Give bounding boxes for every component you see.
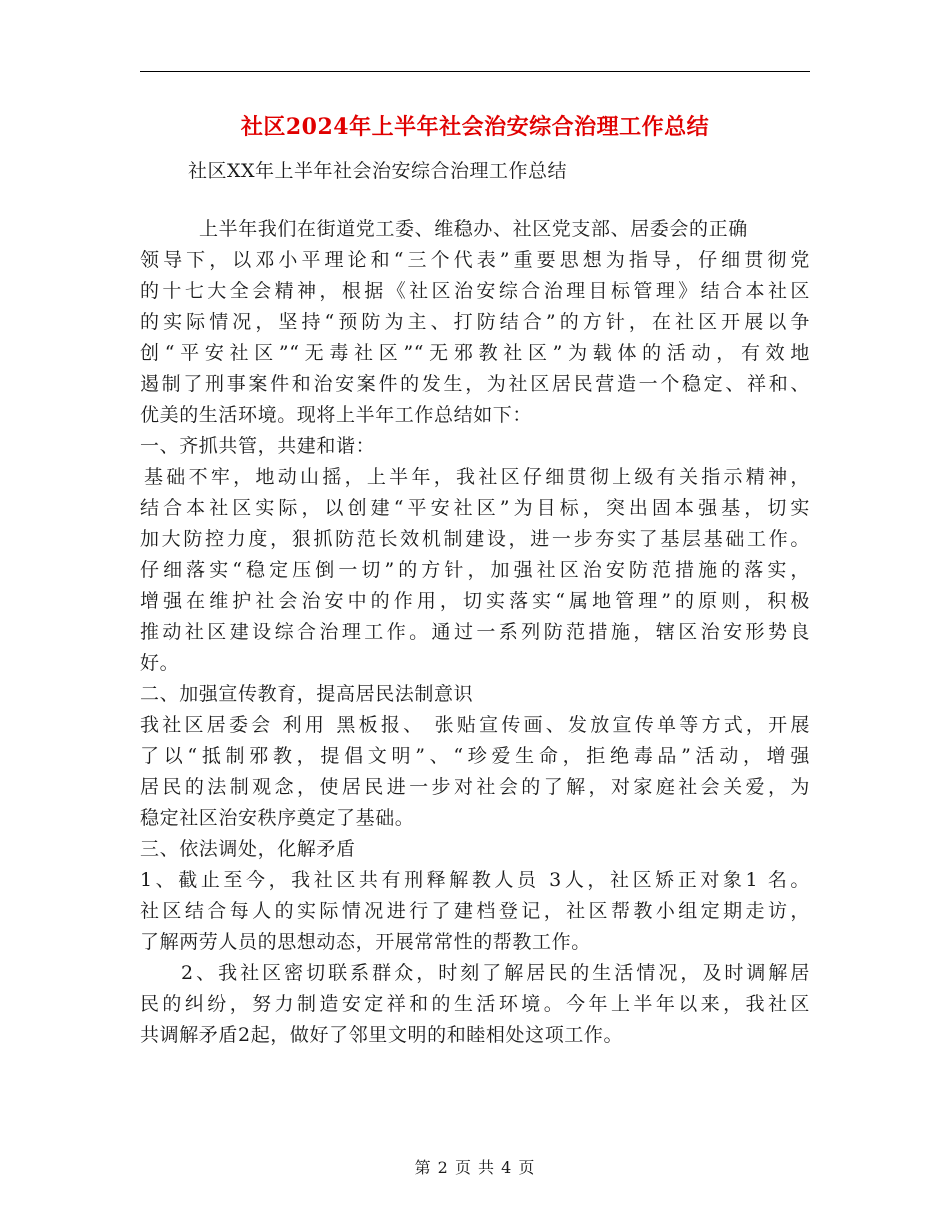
section-heading: 二、加强宣传教育，提高居民法制意识 (140, 683, 474, 705)
document-subtitle: 社区XX年上半年社会治安综合治理工作总结 (188, 160, 568, 182)
body-line: 居民的法制观念，使居民进一步对社会的了解，对家庭社会关爱，为 (140, 776, 810, 798)
section-heading: 三、依法调处，化解矛盾 (140, 838, 356, 860)
body-line: 优美的生活环境。现将上半年工作总结如下： (140, 404, 533, 426)
body-line: 我社区居委会 利用 黑板报、 张贴宣传画、发放宣传单等方式，开展 (140, 714, 810, 736)
page-number-footer: 第 2 页 共 4 页 (414, 1158, 536, 1177)
body-line: 推动社区建设综合治理工作。通过一系列防范措施，辖区治安形势良 (140, 621, 810, 643)
body-line: 的实际情况，坚持“预防为主、打防结合”的方针，在社区开展以争 (140, 311, 810, 333)
body-line: 领导下，以邓小平理论和“三个代表”重要思想为指导，仔细贯彻党 (140, 249, 810, 271)
body-line: 的十七大全会精神，根据《社区治安综合治理目标管理》结合本社区 (140, 280, 810, 302)
body-line: 社区结合每人的实际情况进行了建档登记，社区帮教小组定期走访， (140, 900, 810, 922)
body-line: 1、截止至今，我社区共有刑释解教人员 3人，社区矫正对象1 名。 (140, 869, 810, 891)
body-line: 2、我社区密切联系群众，时刻了解居民的生活情况，及时调解居 (181, 962, 810, 984)
body-line: 稳定社区治安秩序奠定了基础。 (140, 807, 415, 829)
body-line: 共调解矛盾2起，做好了邻里文明的和睦相处这项工作。 (140, 1024, 624, 1046)
body-line: 遏制了刑事案件和治安案件的发生，为社区居民营造一个稳定、祥和、 (140, 373, 810, 395)
body-line: 创“平安社区”“无毒社区”“无邪教社区”为载体的活动，有效地 (140, 342, 810, 364)
body-line: 仔细落实“稳定压倒一切”的方针，加强社区治安防范措施的落实， (140, 559, 810, 581)
document-body (140, 214, 810, 1051)
body-line: 民的纠纷，努力制造安定祥和的生活环境。今年上半年以来，我社区 (140, 993, 810, 1015)
body-line: 了解两劳人员的思想动态，开展常常性的帮教工作。 (140, 931, 591, 953)
body-line: 好。 (140, 652, 180, 674)
document-title: 社区2024年上半年社会治安综合治理工作总结 (240, 114, 710, 140)
body-line: 增强在维护社会治安中的作用，切实落实“属地管理”的原则，积极 (140, 590, 810, 612)
body-line: 上半年我们在街道党工委、维稳办、社区党支部、居委会的正确 (199, 218, 748, 240)
header-rule (140, 71, 810, 72)
section-heading: 一、齐抓共管，共建和谐： (140, 435, 376, 457)
body-line: 基础不牢，地动山摇，上半年，我社区仔细贯彻上级有关指示精神， (144, 466, 810, 488)
body-line: 了以“抵制邪教，提倡文明”、“珍爱生命，拒绝毒品”活动，增强 (140, 745, 810, 767)
body-line: 加大防控力度，狠抓防范长效机制建设，进一步夯实了基层基础工作。 (140, 528, 810, 550)
body-line: 结合本社区实际，以创建“平安社区”为目标，突出固本强基，切实 (140, 497, 810, 519)
